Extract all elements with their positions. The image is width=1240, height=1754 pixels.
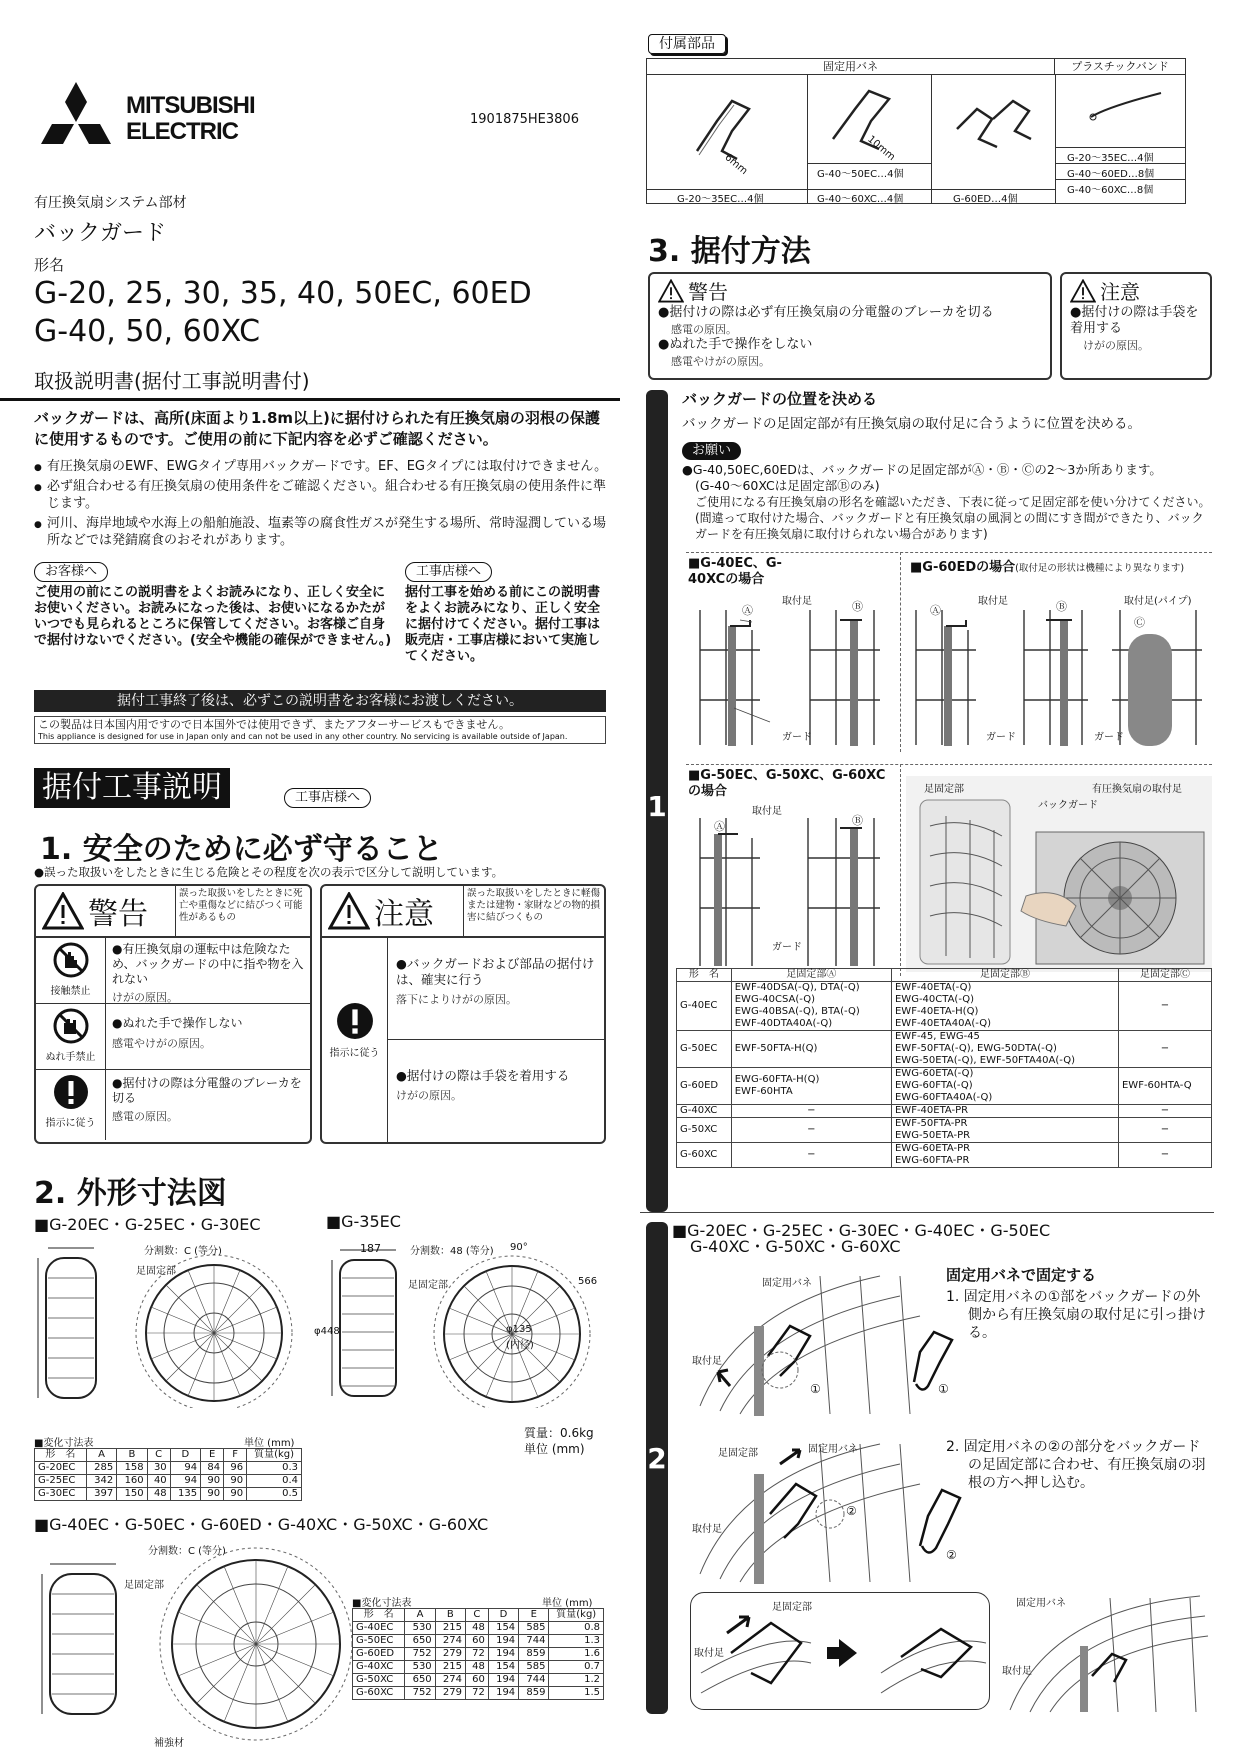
table-cell: G-60ED bbox=[677, 1068, 732, 1105]
table-cell: 94 bbox=[170, 1462, 200, 1475]
table-cell: G-40EC bbox=[353, 1622, 405, 1635]
photo-foot-fix: 足固定部 bbox=[924, 784, 964, 795]
dim-drawing-large bbox=[34, 1538, 354, 1750]
table-header-cell: 形 名 bbox=[35, 1449, 87, 1462]
fig-b-lbl-guard: ガード bbox=[986, 732, 1016, 743]
table-cell: 90 bbox=[201, 1488, 224, 1501]
warning-triangle-icon bbox=[42, 892, 84, 930]
step2-lbl-foot-fix-a: 足固定部 bbox=[718, 1448, 758, 1459]
fig-c-lbl-b: Ⓑ bbox=[852, 814, 863, 827]
fig2-dim-d: φ135 bbox=[506, 1324, 532, 1335]
fig-b-lbl-guard2: ガード bbox=[1094, 732, 1124, 743]
install-diagram-40ec bbox=[690, 590, 896, 748]
step2-lbl-2b: ② bbox=[946, 1548, 957, 1562]
table-cell: 285 bbox=[86, 1462, 116, 1475]
installer-tag: 工事店様へ bbox=[405, 562, 492, 582]
table-cell: 160 bbox=[117, 1475, 147, 1488]
table-cell: EWG-60ETA(-Q) EWG-60FTA(-Q) EWG-60FTA40A(-Q) bbox=[891, 1068, 1118, 1105]
table-cell: 530 bbox=[405, 1661, 435, 1674]
table-cell: 650 bbox=[405, 1635, 435, 1648]
install-tag: 工事店様へ bbox=[284, 788, 371, 808]
photo-fan-foot: 有圧換気扇の取付足 bbox=[1092, 784, 1182, 795]
fig2-dim-angle: 90° bbox=[510, 1242, 528, 1253]
fig-c-title: ■G-50EC、G-50XC、G-60XCの場合 bbox=[688, 768, 886, 799]
foot-fix-table bbox=[676, 968, 1212, 1168]
parts-table bbox=[646, 58, 1186, 204]
table-cell: 752 bbox=[405, 1648, 435, 1661]
table-cell: 96 bbox=[224, 1462, 247, 1475]
band2-qty: G-40〜60ED…8個 bbox=[1067, 169, 1155, 180]
domestic-jp: この製品は日本国内用ですので日本国外では使用できず、またアフターサービスもできません。 bbox=[38, 718, 511, 731]
models-line2: G-40, 50, 60XC bbox=[34, 314, 261, 349]
step2-inst1: 1. 固定用バネの①部をバックガードの外側から有圧換気扇の取付足に引っ掛ける。 bbox=[946, 1289, 1206, 1341]
caution-box bbox=[320, 884, 606, 1144]
table-header-cell: F bbox=[224, 1449, 247, 1462]
install-title: 据付工事説明 bbox=[34, 768, 230, 808]
customer-tag: お客様へ bbox=[34, 562, 108, 582]
table-cell: G-30EC bbox=[35, 1488, 87, 1501]
table-row bbox=[353, 1622, 604, 1635]
spring-clip-medium-icon bbox=[821, 79, 921, 169]
table-cell: 84 bbox=[201, 1462, 224, 1475]
table-cell: 0.5 bbox=[247, 1488, 302, 1501]
table-cell: G-60ED bbox=[353, 1648, 405, 1661]
table-cell: EWG-60ETA-PR EWG-60FTA-PR bbox=[891, 1143, 1118, 1168]
table-cell: − bbox=[1118, 982, 1211, 1031]
step1-req-line2: (G-40〜60XCは足固定部Ⓑのみ) bbox=[695, 478, 880, 493]
table-cell: EWF-40DSA(-Q), DTA(-Q) EWG-40CSA(-Q) EWG-40BSA(-Q), BTA(-Q) EWF-40DTA40A(-Q) bbox=[731, 982, 891, 1031]
domestic-notice bbox=[34, 716, 606, 744]
warning-row-note: けがの原因。 bbox=[112, 991, 178, 1004]
table-cell: 0.4 bbox=[247, 1475, 302, 1488]
table-cell: G-40XC bbox=[353, 1661, 405, 1674]
table-header-cell: C bbox=[147, 1449, 170, 1462]
table-row bbox=[677, 1105, 1212, 1118]
fig-b-title bbox=[910, 556, 1184, 575]
tbl1-title: ■変化寸法表 bbox=[34, 1438, 94, 1449]
s3-caution-label: 注意 bbox=[1100, 280, 1140, 304]
step1-number: 1 bbox=[647, 790, 667, 823]
table-cell: G-40EC bbox=[677, 982, 732, 1031]
table-header-cell: 形 名 bbox=[677, 969, 732, 982]
s3-warning-box: 警告 ●据付けの際は必ず有圧換気扇の分電盤のブレーカを切る 感電の原因。 ●ぬれた手で操作をしない 感電やけがの原因。 bbox=[648, 272, 1052, 380]
fig-c-lbl-a: Ⓐ bbox=[714, 820, 725, 833]
warning-triangle-icon bbox=[658, 279, 684, 303]
caution-row-note: けがの原因。 bbox=[396, 1089, 462, 1102]
table-row bbox=[353, 1661, 604, 1674]
warning-row-note: 感電の原因。 bbox=[112, 1110, 178, 1123]
models-line1: G-20, 25, 30, 35, 40, 50EC, 60ED bbox=[34, 276, 532, 311]
table-cell: 397 bbox=[86, 1488, 116, 1501]
table-row bbox=[353, 1635, 604, 1648]
s3-caution-box: 注意 ●据付けの際は手袋を着用する けがの原因。 bbox=[1060, 272, 1212, 380]
step2-lbl-foot-d: 取付足 bbox=[1002, 1666, 1032, 1677]
table-cell: − bbox=[1118, 1031, 1211, 1068]
warning-icon-label: 指示に従う bbox=[45, 1118, 96, 1129]
mandatory-icon bbox=[53, 1074, 89, 1110]
step2-lbl-foot-b: 取付足 bbox=[692, 1524, 722, 1535]
table-cell: G-60XC bbox=[353, 1687, 405, 1700]
table-cell: 0.3 bbox=[247, 1462, 302, 1475]
table-cell: 0.8 bbox=[549, 1622, 604, 1635]
tbl1-unit: 単位 (mm) bbox=[244, 1438, 295, 1449]
domestic-en: This appliance is designed for use in Japan only and can not be used in any other country. No servicing is available outside of Japan. bbox=[38, 732, 568, 741]
warning-label: 警告 bbox=[88, 897, 148, 932]
s3-caution-item: 据付けの際は手袋を着用する bbox=[1070, 305, 1199, 336]
table-header-cell: E bbox=[201, 1449, 224, 1462]
table-cell: 1.3 bbox=[549, 1635, 604, 1648]
step2-spring-2 bbox=[906, 1476, 966, 1566]
dim-drawing-g35ec bbox=[326, 1238, 596, 1408]
brand-logo bbox=[34, 78, 294, 158]
fig-a-lbl-b: Ⓑ bbox=[852, 600, 863, 613]
table-cell: G-50XC bbox=[353, 1674, 405, 1687]
title-rule bbox=[0, 398, 620, 401]
table-cell: 279 bbox=[435, 1687, 465, 1700]
table-row bbox=[677, 982, 1212, 1031]
intro-bullet: ● 河川、海岸地域や水海上の船舶施設、塩素等の腐食性ガスが発生する場所、常時湿潤している場所などでは発錆腐食のおそれがあります。 bbox=[34, 515, 609, 549]
warning-row-title: ●有圧換気扇の運転中は危険なため、バックガードの中に指や物を入れない bbox=[112, 942, 304, 986]
table-cell: 585 bbox=[519, 1661, 549, 1674]
parts-title: 付属部品 bbox=[648, 34, 726, 54]
customer-box bbox=[34, 562, 394, 649]
step2-models-2: G-40XC・G-50XC・G-60XC bbox=[690, 1237, 901, 1256]
s3-warning-label: 警告 bbox=[688, 280, 728, 304]
fig-b-lbl-a: Ⓐ bbox=[930, 604, 941, 617]
spring-dim-2: 10mm bbox=[865, 133, 897, 164]
fig3-div: 分割数：C (等分) bbox=[148, 1546, 226, 1557]
table-cell: 1.2 bbox=[549, 1674, 604, 1687]
table-header-cell: B bbox=[117, 1449, 147, 1462]
table-row bbox=[35, 1475, 302, 1488]
section2-title: 2. 外形寸法図 bbox=[34, 1176, 227, 1211]
fig-a-lbl-a: Ⓐ bbox=[742, 604, 753, 617]
intro-bullet: ● 有圧換気扇のEWF、EWGタイプ専用バックガードです。EF、EGタイプには取付けできません。 bbox=[34, 458, 609, 475]
table-cell: − bbox=[1118, 1118, 1211, 1143]
s3-warning-item: ぬれた手で操作をしない bbox=[669, 337, 813, 352]
fig-a-lbl-foot: 取付足 bbox=[782, 596, 812, 607]
table-cell: G-60XC bbox=[677, 1143, 732, 1168]
step2-bar bbox=[646, 1222, 668, 1714]
band1-qty: G-20〜35EC…4個 bbox=[1067, 153, 1154, 164]
table-cell: − bbox=[731, 1118, 891, 1143]
tbl2-unit: 単位 (mm) bbox=[542, 1598, 593, 1609]
caution-triangle-icon bbox=[328, 892, 370, 930]
table-cell: 150 bbox=[117, 1488, 147, 1501]
warning-row-note: 感電やけがの原因。 bbox=[112, 1037, 211, 1050]
section3-title: 3. 据付方法 bbox=[648, 234, 811, 269]
doc-code: 1901875HE3806 bbox=[470, 112, 579, 127]
table-cell: 90 bbox=[224, 1488, 247, 1501]
fig1-foot-label: 足固定部 bbox=[136, 1266, 176, 1277]
step1-heading: バックガードの位置を決める bbox=[682, 390, 878, 408]
table-row bbox=[353, 1687, 604, 1700]
table-cell: 859 bbox=[519, 1687, 549, 1700]
fig3-reinf: 補強材 bbox=[154, 1738, 184, 1749]
table-row bbox=[353, 1674, 604, 1687]
table-header-cell: 足固定部Ⓐ bbox=[731, 969, 891, 982]
step1-req-line1: ●G-40,50EC,60EDは、バックガードの足固定部がⒶ・Ⓑ・Ⓒの2〜3か所あります。 bbox=[682, 462, 1162, 477]
table-cell: 94 bbox=[170, 1475, 200, 1488]
caution-row-title: ●バックガードおよび部品の据付けは、確実に行う bbox=[396, 956, 595, 987]
table-cell: − bbox=[731, 1143, 891, 1168]
band3-qty: G-40〜60XC…8個 bbox=[1067, 185, 1154, 196]
table-header-cell: A bbox=[405, 1609, 435, 1622]
dim-table-small bbox=[34, 1448, 302, 1501]
caution-desc: 誤った取扱いをしたときに軽傷または建物・家財などの物的損害に結びつくもの bbox=[467, 888, 601, 923]
table-cell: 215 bbox=[435, 1661, 465, 1674]
intro-bullets bbox=[34, 458, 609, 549]
installer-text: 据付工事を始める前にこの説明書をよくお読みになり、正しく安全に据付けてください。据付工事は販売店・工事店様において実施してください。 bbox=[405, 585, 601, 664]
table-header-cell: 足固定部Ⓑ bbox=[891, 969, 1118, 982]
band-header: プラスチックバンド bbox=[1055, 59, 1185, 75]
table-cell: 135 bbox=[170, 1488, 200, 1501]
warning-desc: 誤った取扱いをしたときに死亡や重傷などに結びつく可能性があるもの bbox=[179, 888, 303, 923]
table-cell: G-50EC bbox=[677, 1031, 732, 1068]
fig-b-lbl-b: Ⓑ bbox=[1056, 600, 1067, 613]
step2-lbl-1a: ① bbox=[810, 1382, 821, 1396]
fig-b-lbl-c: Ⓒ bbox=[1134, 616, 1145, 629]
table-header-cell: E bbox=[519, 1609, 549, 1622]
fig2-foot-label: 足固定部 bbox=[408, 1280, 448, 1291]
table-row bbox=[353, 1648, 604, 1661]
fig2-dim-w: 187 bbox=[360, 1242, 381, 1255]
step2-lbl-2a: ② bbox=[846, 1504, 857, 1518]
spring-dim-1: 6mm bbox=[722, 151, 750, 178]
table-cell: EWF-40ETA-PR bbox=[891, 1105, 1118, 1118]
table-cell: 154 bbox=[488, 1661, 518, 1674]
fig3-foot-label: 足固定部 bbox=[124, 1580, 164, 1591]
table-cell: 752 bbox=[405, 1687, 435, 1700]
fig2-div: 分割数：48 (等分) bbox=[410, 1246, 494, 1257]
table-cell: EWF-45, EWG-45 EWF-50FTA(-Q), EWG-50DTA(-Q) EWG-50ETA(-Q), EWF-50FTA40A(-Q) bbox=[891, 1031, 1118, 1068]
table-cell: 274 bbox=[435, 1674, 465, 1687]
table-cell: 744 bbox=[519, 1674, 549, 1687]
fig2-dim-inner: (内径) bbox=[506, 1340, 534, 1351]
section1-title: 1. 安全のために必ず守ること bbox=[40, 832, 443, 867]
table-cell: G-25EC bbox=[35, 1475, 87, 1488]
table-row bbox=[677, 1068, 1212, 1105]
fig2-title: ■G-35EC bbox=[326, 1212, 401, 1231]
mandatory-icon bbox=[336, 1002, 374, 1040]
table-cell: 530 bbox=[405, 1622, 435, 1635]
table-header-cell: 質量(kg) bbox=[247, 1449, 302, 1462]
table-row bbox=[677, 1031, 1212, 1068]
table-cell: 279 bbox=[435, 1648, 465, 1661]
caution-row-title: ●据付けの際は手袋を着用する bbox=[396, 1068, 570, 1083]
table-cell: 72 bbox=[465, 1648, 488, 1661]
intro-bullet: ● 必ず組合わせる有圧換気扇の使用条件をご確認ください。組合わせる有圧換気扇の使用条件に準じます。 bbox=[34, 478, 609, 512]
fig-c-lbl-foot: 取付足 bbox=[752, 806, 782, 817]
table-cell: G-20EC bbox=[35, 1462, 87, 1475]
table-cell: 40 bbox=[147, 1475, 170, 1488]
step2-closeup bbox=[690, 1592, 990, 1710]
table-cell: 30 bbox=[147, 1462, 170, 1475]
table-cell: 215 bbox=[435, 1622, 465, 1635]
table-cell: 1.6 bbox=[549, 1648, 604, 1661]
step2-heading: 固定用バネで固定する bbox=[946, 1266, 1097, 1284]
step2-closeup-drawing bbox=[691, 1593, 990, 1710]
fig3-title: ■G-40EC・G-50EC・G-60ED・G-40XC・G-50XC・G-60XC bbox=[34, 1515, 489, 1534]
s3-caution-note: けがの原因。 bbox=[1083, 339, 1149, 352]
photo-backguard: バックガード bbox=[1038, 800, 1098, 811]
fig1-title: ■G-20EC・G-25EC・G-30EC bbox=[34, 1215, 261, 1234]
step2-lbl-foot-a: 取付足 bbox=[692, 1356, 722, 1367]
table-cell: EWF-60HTA-Q bbox=[1118, 1068, 1211, 1105]
step2-spring-1 bbox=[900, 1322, 960, 1402]
table-cell: − bbox=[1118, 1105, 1211, 1118]
step2-lbl-foot-c: 取付足 bbox=[694, 1648, 724, 1659]
table-header-cell: A bbox=[86, 1449, 116, 1462]
table-cell: 194 bbox=[488, 1648, 518, 1661]
fig-c-lbl-guard: ガード bbox=[772, 942, 802, 953]
table-cell: G-40XC bbox=[677, 1105, 732, 1118]
manual-title: 取扱説明書(据付工事説明書付) bbox=[34, 369, 310, 393]
fig-b-title-text: ■G-60EDの場合 bbox=[910, 560, 1016, 575]
table-cell: EWF-50FTA-PR EWG-50ETA-PR bbox=[891, 1118, 1118, 1143]
table-header-cell: 質量(kg) bbox=[549, 1609, 604, 1622]
table-row bbox=[677, 1143, 1212, 1168]
tbl2-title: ■変化寸法表 bbox=[352, 1598, 412, 1609]
step2-models-1: ■G-20EC・G-25EC・G-30EC・G-40EC・G-50EC bbox=[672, 1221, 1051, 1240]
spring3-qty: G-60ED…4個 bbox=[953, 194, 1018, 205]
table-cell: 585 bbox=[519, 1622, 549, 1635]
table-cell: 60 bbox=[465, 1635, 488, 1648]
table-cell: 194 bbox=[488, 1635, 518, 1648]
step2-lbl-spring-b: 固定用バネ bbox=[808, 1444, 858, 1455]
table-cell: G-50EC bbox=[353, 1635, 405, 1648]
fig-b-note: (取付足の形状は機種により異なります) bbox=[1015, 563, 1185, 574]
fig2-dim-e: 566 bbox=[578, 1276, 598, 1287]
warning-icon-label: 接触禁止 bbox=[50, 986, 91, 997]
fig2-dim-h: φ448 bbox=[314, 1326, 340, 1337]
table-cell: 48 bbox=[465, 1622, 488, 1635]
fig-b-lbl-foot: 取付足 bbox=[978, 596, 1008, 607]
table-header-cell: C bbox=[465, 1609, 488, 1622]
caution-label: 注意 bbox=[374, 897, 434, 932]
warning-row-title: ●ぬれた手で操作しない bbox=[112, 1016, 243, 1030]
table-cell: 72 bbox=[465, 1687, 488, 1700]
table-cell: 194 bbox=[488, 1687, 518, 1700]
table-cell: 650 bbox=[405, 1674, 435, 1687]
installer-box bbox=[405, 562, 605, 665]
step1-bar bbox=[646, 390, 668, 1212]
table-cell: 274 bbox=[435, 1635, 465, 1648]
brand-line1: MITSUBISHI bbox=[126, 92, 255, 119]
table-cell: 90 bbox=[201, 1475, 224, 1488]
s3-warning-note: 感電やけがの原因。 bbox=[671, 355, 770, 368]
table-cell: EWF-40ETA(-Q) EWG-40CTA(-Q) EWF-40ETA-H(Q) EWF-40ETA40A(-Q) bbox=[891, 982, 1118, 1031]
table-cell: 48 bbox=[147, 1488, 170, 1501]
step1-req-line3: ご使用になる有圧換気扇の形名を確認いただき、下表に従って足固定部を使い分けてください。(間違って取付けた場合、バックガードと有圧換気扇の風洞との間にすき間ができたり、バックガードを有圧換気扇に取付けられない場合があります) bbox=[695, 495, 1211, 541]
warning-row-title: ●据付けの際は分電盤のブレーカを切る bbox=[112, 1076, 302, 1105]
step2-lbl-foot-fix-b: 足固定部 bbox=[772, 1602, 812, 1613]
table-cell: 194 bbox=[488, 1674, 518, 1687]
handover-banner: 据付工事終了後は、必ずこの説明書をお客様にお渡しください。 bbox=[34, 690, 606, 712]
fig-b-lbl-foot-pipe: 取付足(パイプ) bbox=[1124, 596, 1192, 607]
s3-warning-note: 感電の原因。 bbox=[671, 323, 737, 336]
caution-triangle-icon bbox=[1070, 279, 1096, 303]
table-cell: 154 bbox=[488, 1622, 518, 1635]
step2-number: 2 bbox=[647, 1442, 667, 1475]
model-label: 形名 bbox=[34, 256, 65, 274]
table-cell: G-50XC bbox=[677, 1118, 732, 1143]
product-category: 有圧換気扇システム部材 bbox=[34, 195, 187, 211]
table-cell: − bbox=[731, 1105, 891, 1118]
no-touch-icon bbox=[53, 942, 89, 978]
section1-lead: ●誤った取扱いをしたときに生じる危険とその程度を次の表示で区分して説明しています。 bbox=[34, 865, 504, 879]
fig-a-title: ■G-40EC、G-40XCの場合 bbox=[688, 556, 782, 587]
fig-a-lbl-guard: ガード bbox=[782, 732, 812, 743]
table-header-cell: D bbox=[488, 1609, 518, 1622]
customer-text: ご使用の前にこの説明書をよくお読みになり、正しく安全にお使いください。お読みになった後は、お使いになるかたがいつでも見られるところに保管してください。お客様ご自身で据付けないでください。(安全や機能の確保ができません。) bbox=[34, 585, 392, 648]
spring2b-qty: G-40〜60XC…4個 bbox=[817, 194, 904, 205]
step1-request-tag: お願い bbox=[682, 442, 741, 460]
caution-icon-label: 指示に従う bbox=[329, 1048, 380, 1059]
table-cell: 1.5 bbox=[549, 1687, 604, 1700]
table-row bbox=[677, 1118, 1212, 1143]
table-header-cell: 足固定部Ⓒ bbox=[1118, 969, 1211, 982]
table-row bbox=[35, 1488, 302, 1501]
step2-lbl-spring-a: 固定用バネ bbox=[762, 1278, 812, 1289]
spring-header: 固定用バネ bbox=[647, 59, 1055, 75]
spring2a-qty: G-40〜50EC…4個 bbox=[817, 169, 904, 180]
fig1-div: 分割数：C (等分) bbox=[144, 1246, 222, 1257]
table-cell: EWF-50FTA-H(Q) bbox=[731, 1031, 891, 1068]
step2-inst2: 2. 固定用バネの②の部分をバックガードの足固定部に合わせ、有圧換気扇の羽根の方へ押し込む。 bbox=[946, 1439, 1206, 1491]
table-cell: 0.7 bbox=[549, 1661, 604, 1674]
fig2-unit: 単位 (mm) bbox=[524, 1442, 585, 1456]
fig2-weight: 質量：0.6kg bbox=[524, 1426, 594, 1440]
table-cell: 342 bbox=[86, 1475, 116, 1488]
no-wet-hands-icon bbox=[53, 1008, 89, 1044]
plastic-band-icon bbox=[1087, 87, 1167, 127]
dim-table-large bbox=[352, 1608, 604, 1700]
s3-warning-item: 据付けの際は必ず有圧換気扇の分電盤のブレーカを切る bbox=[669, 305, 994, 320]
product-name: バックガード bbox=[34, 221, 167, 246]
step1-desc: バックガードの足固定部が有圧換気扇の取付足に合うように位置を決める。 bbox=[682, 416, 1141, 432]
brand-line2: ELECTRIC bbox=[126, 118, 238, 145]
warning-icon-label: ぬれ手禁止 bbox=[45, 1052, 96, 1063]
spring-clip-60ed-icon bbox=[947, 89, 1047, 169]
table-cell: 48 bbox=[465, 1661, 488, 1674]
step2-lbl-spring-c: 固定用バネ bbox=[1016, 1598, 1066, 1609]
table-row bbox=[35, 1462, 302, 1475]
table-cell: 859 bbox=[519, 1648, 549, 1661]
table-cell: EWG-60FTA-H(Q) EWF-60HTA bbox=[731, 1068, 891, 1105]
table-cell: 90 bbox=[224, 1475, 247, 1488]
table-header-cell: D bbox=[170, 1449, 200, 1462]
table-cell: 60 bbox=[465, 1674, 488, 1687]
step2-lbl-1b: ① bbox=[938, 1382, 949, 1396]
table-cell: 158 bbox=[117, 1462, 147, 1475]
intro-lead: バックガードは、高所(床面より1.8m以上)に据付けられた有圧換気扇の羽根の保護に使用するものです。ご使用の前に下記内容を必ずご確認ください。 bbox=[34, 409, 600, 448]
table-cell: 744 bbox=[519, 1635, 549, 1648]
warning-box bbox=[34, 884, 312, 1144]
step1-request bbox=[682, 462, 1212, 542]
spring1-qty: G-20〜35EC…4個 bbox=[677, 194, 764, 205]
table-header-cell: B bbox=[435, 1609, 465, 1622]
caution-row-note: 落下によりけがの原因。 bbox=[396, 993, 517, 1006]
table-header-cell: 形 名 bbox=[353, 1609, 405, 1622]
table-cell: − bbox=[1118, 1143, 1211, 1168]
